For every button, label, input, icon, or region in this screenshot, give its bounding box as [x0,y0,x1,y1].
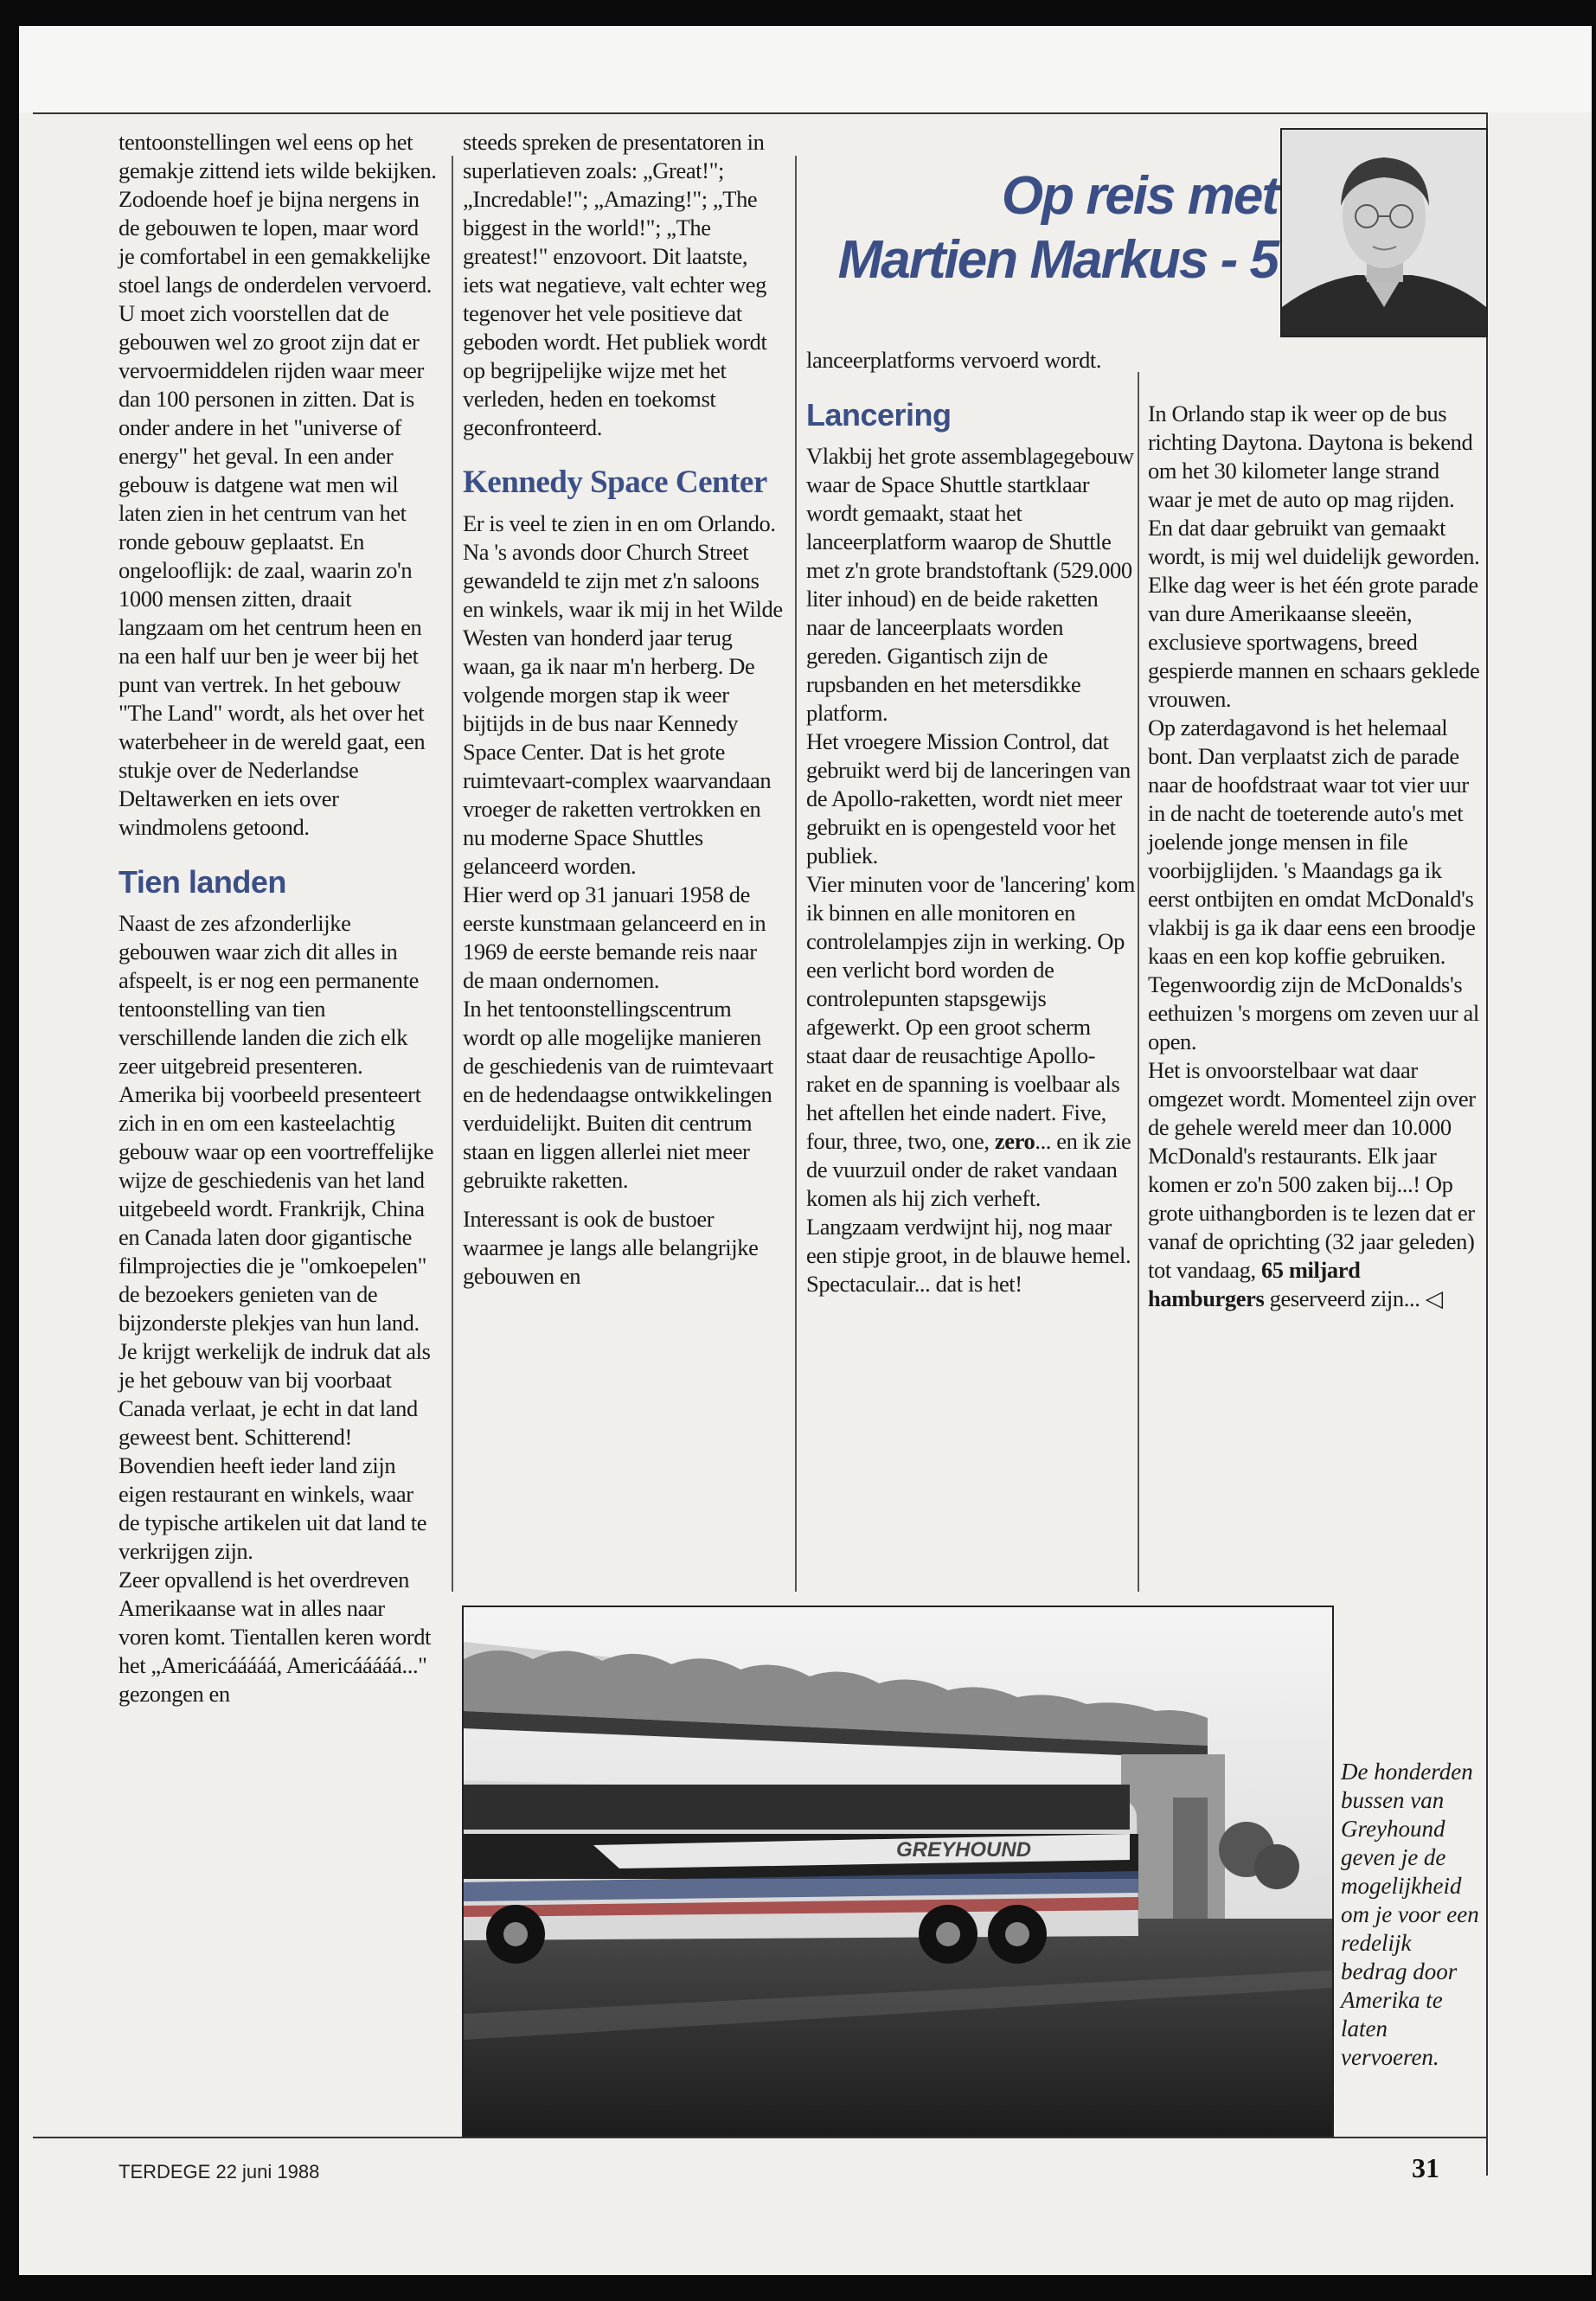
text-column-3 [806,346,1135,1298]
author-portrait [1280,128,1488,337]
magazine-page [19,26,1592,2275]
paragraph: Naast de zes afzonderlijke gebouwen waar zich dit alles in afspeelt, is er nog een permanente tentoonstelling van tien verschillende landen die zich elk zeer uitgebreid presenteren. Amerika bij voorbeeld presenteert zich in en om een kasteelachtig gebouw waar op een voortreffelijke wijze de geschiedenis van het land uitgebeeld wordt. Frankrijk, China en Canada laten door gigantische filmprojecties die je "omkoepelen" de bezoekers genieten van de bijzonderste plekjes van hun land. Je krijgt werkelijk de indruk dat als je het gebouw van bij voorbaat Canada verlaat, je echt in dat land geweest bent. Schitterend! Bovendien heeft ieder land zijn eigen restaurant en winkels, waar de typische artikelen uit dat land te verkrijgen zijn. [119,910,434,1564]
column-rule [795,156,797,1592]
text-column-1 [119,128,439,1708]
footer-publication: TERDEGE 22 juni 1988 [119,2161,320,2182]
paragraph: lanceerplatforms vervoerd wordt. [806,347,1102,373]
emphasis-zero: zero [994,1128,1035,1154]
section-heading-tien-landen: Tien landen [119,864,286,900]
text-run: geserveerd zijn... ◁ [1264,1285,1443,1311]
paragraph: Zeer opvallend is het overdreven Amerikaanse wat in alles naar voren komt. Tientallen keren wordt het „Americááááá, Americááááá..." gezongen en [119,1567,432,1707]
bus-photo [462,1606,1334,2138]
paragraph: steeds spreken de presentatoren in superlatieven zoals: „Great!"; „Incredable!"; „Amazing!"; „The biggest in the world!"; „The greatest!" enzovoort. Dit laatste, iets wat negatieve, valt echter weg tegenover het vele positieve dat geboden wordt. Het publiek wordt op begrijpelijke wijze met het verleden, heden en toekomst geconfronteerd. [463,129,767,440]
portrait-image [1282,130,1486,336]
article-title [798,164,1278,292]
column-rule [1138,372,1139,1592]
page-number: 31 [1412,2152,1439,2183]
section-heading-kennedy-space-center: Kennedy Space Center [463,465,767,500]
text-run: ... en ik zie de vuurzuil onder de raket vandaan komen als hij zich verheft. Langzaam verdwijnt hij, nog maar een stipje groot, in de blauwe hemel. Spectaculair... dat is het! [806,1128,1131,1297]
paragraph: Vlakbij het grote assemblagegebouw waar de Space Shuttle startklaar wordt gemaakt, staat het lanceerplatform waarop de Shuttle met z'n grote brandstoftank (529.000 liter inhoud) en de beide raketten naar de lanceerplaats worden gereden. Gigantisch zijn de rupsbanden en het metersdikke platform. [806,443,1134,726]
footer-rule [33,2137,1488,2138]
text-run: Het is onvoorstelbaar wat daar omgezet wordt. Momenteel zijn over de gehele wereld meer dan 10.000 McDonald's restaurants. Elk jaar komen er zo'n 500 zaken bij...! Op grote uithangborden is te lezen dat er vanaf de oprichting (32 jaar geleden) tot vandaag, [1148,1057,1476,1283]
frame-rule-right [1486,112,1488,2176]
title-line-1: Op reis met [1001,166,1278,226]
paragraph: Interessant is ook de bustoer waarmee je langs alle belangrijke gebouwen en [463,1206,759,1289]
column-rule [452,156,453,1592]
bus-photo-image [464,1607,1332,2137]
paragraph: Er is veel te zien in en om Orlando. Na 's avonds door Church Street gewandeld te zijn met z'n saloons en winkels, waar ik mij in het Wilde Westen van honderd jaar terug waan, ga ik naar m'n herberg. De volgende morgen stap ik weer bijtijds in de bus naar Kennedy Space Center. Dat is het grote ruimtevaart-complex waarvandaan vroeger de raketten vertrokken en nu moderne Space Shuttles gelanceerd worden. [463,510,783,879]
photo-caption: De honderden bussen van Greyhound geven je de mogelijkheid om je voor een redelijk bedrag door Amerika te laten vervoeren. [1341,1759,1479,2070]
section-heading-lancering: Lancering [806,397,952,433]
paragraph: Op zaterdagavond is het helemaal bont. Dan verplaatst zich de parade naar de hoofdstraat waar tot vier uur in de nacht de toeterende auto's met joelende jonge mensen in file voorbijglijden. 's Maandags ga ik eerst ontbijten en omdat McDonald's vlakbij is ga ik daar eens een broodje kaas en een kop koffie gebruiken. Tegenwoordig zijn de McDonalds's eethuizen 's morgens om zeven uur al open. [1148,715,1479,1054]
paragraph: Het vroegere Mission Control, dat gebruikt werd bij de lanceringen van de Apollo-raketten, wordt niet meer gebruikt en is opengesteld voor het publiek. [806,728,1131,868]
paragraph [806,870,1135,1298]
paragraph: tentoonstellingen wel eens op het gemakje zittend iets wilde bekijken. Zodoende hoef je bijna nergens in de gebouwen te lopen, maar word je comfortabel in een gemakkelijke stoel langs de onderdelen vervoerd. U moet zich voorstellen dat de gebouwen wel zo groot zijn dat er vervoermiddelen rijden waar meer dan 100 personen in zitten. Dat is onder andere in het "universe of energy" het geval. In een ander gebouw is datgene wat men wil laten zien in het centrum van het ronde gebouw geplaatst. En ongelooflijk: de zaal, waarin zo'n 1000 mensen zitten, draait langzaam om het centrum heen en na een half uur ben je weer bij het punt van vertrek. In het gebouw "The Land" wordt, als het over het waterbeheer in de wereld gaat, een stukje over de Nederlandse Deltawerken en iets over windmolens getoond. [119,129,437,840]
title-line-2: Martien Markus - 5 [837,230,1278,290]
paragraph: In Orlando stap ik weer op de bus richting Daytona. Daytona is bekend om het 30 kilometer lange strand waar je met de auto op mag rijden. En dat daar gebruikt van gemaakt wordt, is mij wel duidelijk geworden. Elke dag weer is het één grote parade van dure Amerikaanse sleeën, exclusieve sportwagens, breed gespierde mannen en schaars geklede vrouwen. [1148,401,1480,712]
emphasis-hamburgers: 65 miljard hamburgers [1148,1257,1361,1311]
text-column-4 [1148,400,1481,1313]
bus-logo-text: GREYHOUND [896,1838,1032,1862]
paragraph: In het tentoonstellingscentrum wordt op alle mogelijke manieren de geschiedenis van de ruimtevaart en de hedendaagse ontwikkelingen verduidelijkt. Buiten dit centrum staan en liggen allerlei niet meer gebruikte raketten. [463,996,773,1193]
paragraph: Hier werd op 31 januari 1958 de eerste kunstmaan gelanceerd en in 1969 de eerste bemande reis naar de maan ondernomen. [463,881,766,993]
text-run: Vier minuten voor de 'lancering' kom ik binnen en alle monitoren en controlelampjes zijn in werking. Op een verlicht bord worden de controlepunten stapsgewijs afgewerkt. Op een groot scherm staat daar de reusachtige Apollo-raket en de spanning is voelbaar als het aftellen het einde nadert. Five, four, three, two, one, [806,871,1135,1154]
paragraph [1148,1056,1481,1313]
frame-rule-top [33,112,1486,114]
text-column-2 [463,128,783,1291]
scan-margin [19,26,1592,112]
